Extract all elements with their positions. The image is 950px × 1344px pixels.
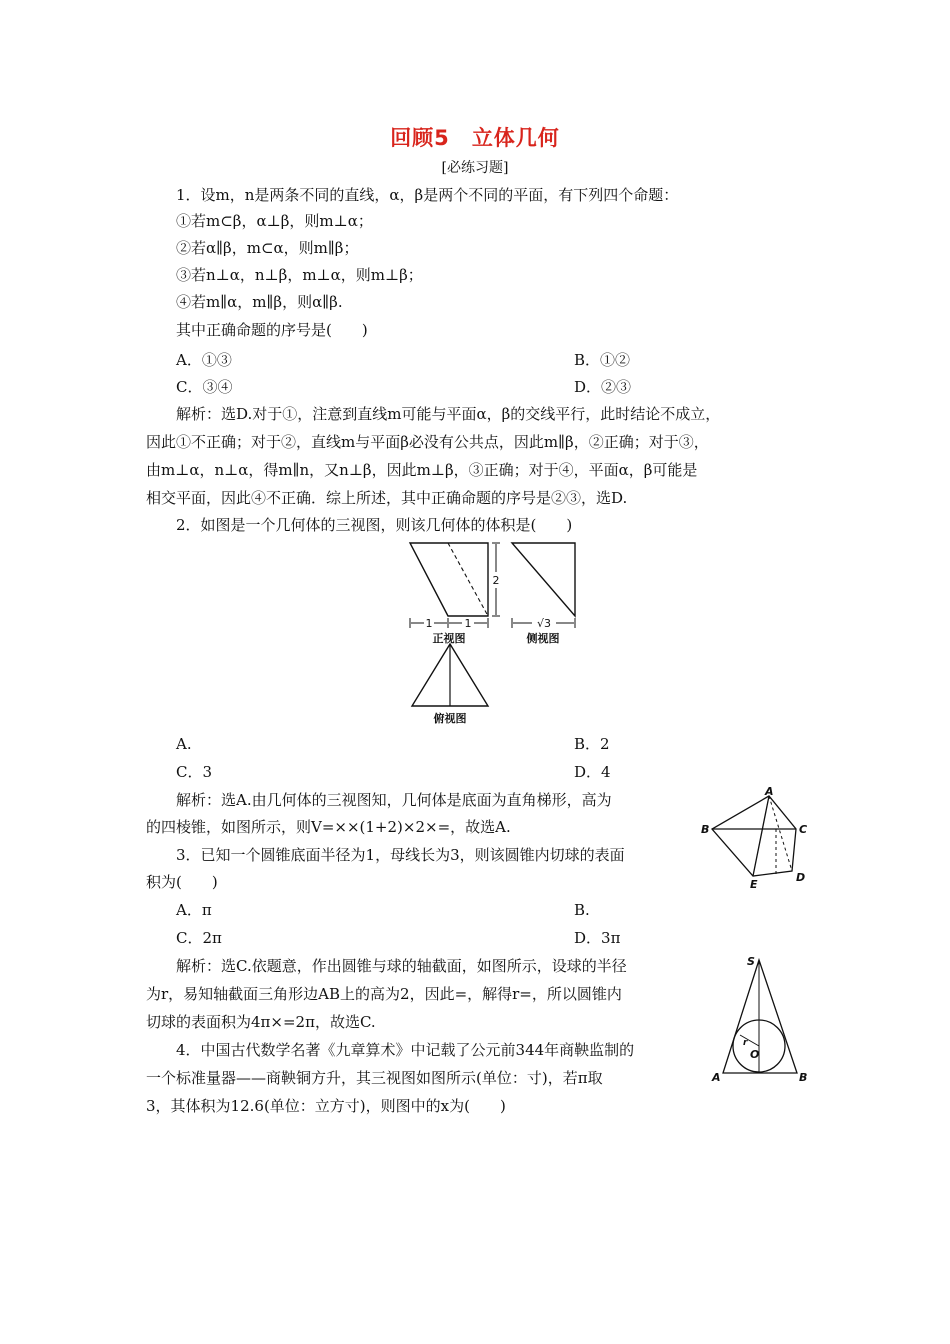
q2-stem: 2．如图是一个几何体的三视图，则该几何体的体积是( ) [176, 516, 573, 534]
q1-solution-line-3: 由m⊥α，n⊥α，得m∥n，又n⊥β，因此m⊥β，③正确；对于④，平面α，β可能是 [146, 461, 698, 479]
q2-option-b: B．2 [574, 735, 610, 753]
q3-option-a: A．π [176, 901, 212, 919]
q4-line-1: 4．中国古代数学名著《九章算术》中记载了公元前344年商鞅监制的 [176, 1041, 635, 1059]
vertex-e-label: E [750, 878, 758, 891]
q3-solution-line-3: 切球的表面积为4π×=2π，故选C. [146, 1013, 376, 1031]
three-view-figure [400, 536, 590, 726]
q1-proposition-1: ①若m⊂β，α⊥β，则m⊥α； [176, 212, 373, 230]
pyramid-figure [700, 786, 815, 892]
vertex-b-label-cone: B [799, 1071, 808, 1084]
q4-line-2: 一个标准量器——商鞅铜方升，其三视图如图所示(单位：寸)，若π取 [146, 1069, 603, 1087]
q1-option-c: C．③④ [176, 378, 233, 396]
q3-stem-line-2: 积为( ) [146, 873, 218, 891]
vertex-d-label: D [796, 871, 806, 884]
q2-option-c: C．3 [176, 763, 213, 781]
q1-proposition-3: ③若n⊥α，n⊥β，m⊥α，则m⊥β； [176, 266, 423, 284]
q4-line-3: 3，其体积为12.6(单位：立方寸)，则图中的x为( ) [146, 1097, 506, 1115]
vertex-a-label: A [765, 786, 774, 798]
vertex-b-label: B [701, 823, 710, 836]
vertex-c-label: C [799, 823, 808, 836]
radius-r-label: r [743, 1038, 748, 1048]
q3-solution-line-1: 解析：选C.依题意，作出圆锥与球的轴截面，如图所示，设球的半径 [176, 957, 627, 975]
front-view-width-label-2: 1 [464, 617, 472, 630]
q3-solution-line-2: 为r，易知轴截面三角形边AB上的高为2，因此=，解得r=，所以圆锥内 [146, 985, 622, 1003]
q2-solution-line-2: 的四棱锥，如图所示，则V=××(1+2)×2×=，故选A. [146, 818, 511, 836]
center-o-label: O [750, 1048, 760, 1061]
vertex-a-label-cone: A [712, 1071, 721, 1084]
side-view-width-label: √3 [536, 617, 552, 630]
vertex-s-label: S [747, 955, 755, 968]
page-title: 回顾5 立体几何 [390, 126, 560, 150]
q1-proposition-2: ②若α∥β，m⊂α，则m∥β； [176, 239, 359, 257]
q3-option-b: B. [574, 901, 590, 919]
front-view-caption: 正视图 [432, 632, 466, 645]
front-view-width-label-1: 1 [425, 617, 433, 630]
q1-solution-line-2: 因此①不正确；对于②，直线m与平面β必没有公共点，因此m∥β，②正确；对于③， [146, 433, 709, 451]
q1-proposition-4: ④若m∥α，m∥β，则α∥β. [176, 293, 343, 311]
side-view-caption: 侧视图 [526, 632, 560, 645]
q2-solution-line-1: 解析：选A.由几何体的三视图知，几何体是底面为直角梯形，高为 [176, 791, 612, 809]
q3-option-d: D．3π [574, 929, 621, 947]
front-view-height-label: 2 [492, 574, 500, 587]
cone-section-figure [710, 950, 814, 1086]
q1-stem: 1．设m，n是两条不同的直线，α，β是两个不同的平面，有下列四个命题： [176, 186, 679, 204]
q3-option-c: C．2π [176, 929, 222, 947]
q1-option-a: A．①③ [176, 351, 232, 369]
q3-stem-line-1: 3．已知一个圆锥底面半径为1，母线长为3，则该圆锥内切球的表面 [176, 846, 625, 864]
q2-option-a: A. [176, 735, 192, 753]
section-subtitle: [必练习题] [441, 160, 509, 176]
q1-option-d: D．②③ [574, 378, 632, 396]
q1-option-b: B．①② [574, 351, 631, 369]
top-view-caption: 俯视图 [433, 712, 467, 725]
q2-option-d: D．4 [574, 763, 611, 781]
q1-solution-line-4: 相交平面，因此④不正确．综上所述，其中正确命题的序号是②③，选D. [146, 489, 628, 507]
q1-solution-line-1: 解析：选D.对于①，注意到直线m可能与平面α，β的交线平行，此时结论不成立， [176, 405, 721, 423]
q1-question: 其中正确命题的序号是( ) [176, 321, 368, 339]
